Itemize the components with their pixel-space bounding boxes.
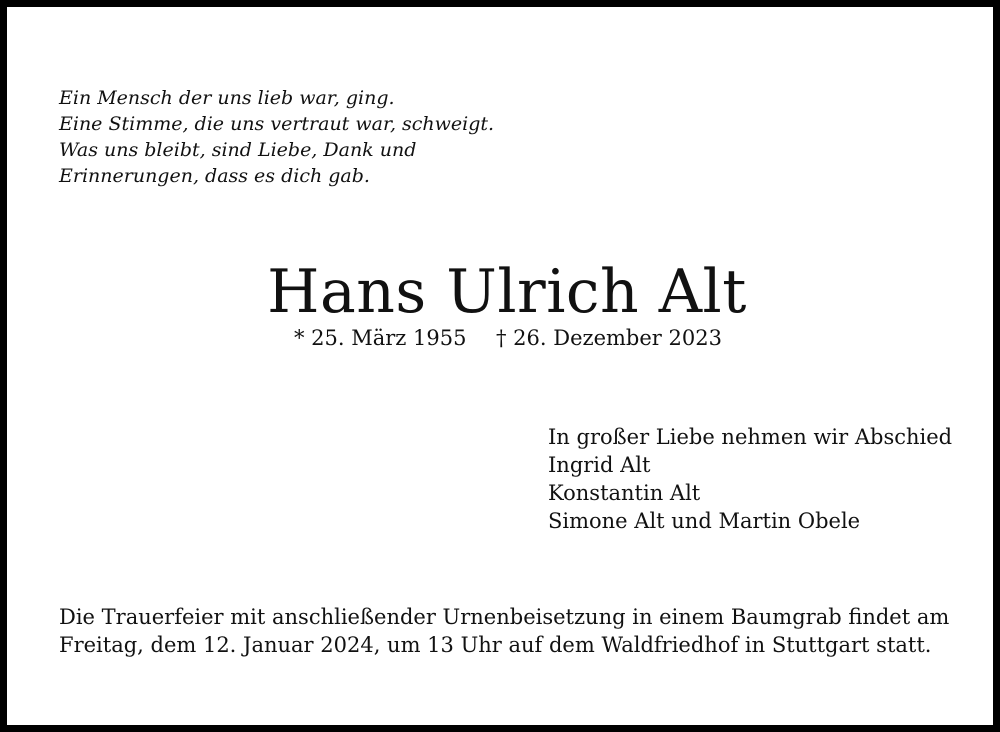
birth-date: * 25. März 1955 xyxy=(294,326,467,350)
notice-line: Die Trauerfeier mit anschließender Urnenbeisetzung in einem Baumgrab findet am xyxy=(59,605,950,629)
mourner-name: Konstantin Alt xyxy=(548,481,701,505)
mourners-block xyxy=(548,423,968,535)
poem-line: Eine Stimme, die uns vertraut war, schweigt. xyxy=(59,113,495,135)
mourner-name: Ingrid Alt xyxy=(548,453,651,477)
mourner-name: Simone Alt und Martin Obele xyxy=(548,509,861,533)
notice-line: Freitag, dem 12. Januar 2024, um 13 Uhr auf dem Waldfriedhof in Stuttgart statt. xyxy=(59,633,932,657)
funeral-notice xyxy=(59,603,959,659)
deceased-name: Hans Ulrich Alt xyxy=(267,257,747,327)
memorial-poem xyxy=(59,85,619,189)
poem-line: Ein Mensch der uns lieb war, ging. xyxy=(59,87,395,109)
death-date: † 26. Dezember 2023 xyxy=(496,326,722,350)
poem-line: Erinnerungen, dass es dich gab. xyxy=(59,165,370,187)
poem-line: Was uns bleibt, sind Liebe, Dank und xyxy=(59,139,417,161)
farewell-intro: In großer Liebe nehmen wir Abschied xyxy=(548,425,953,449)
